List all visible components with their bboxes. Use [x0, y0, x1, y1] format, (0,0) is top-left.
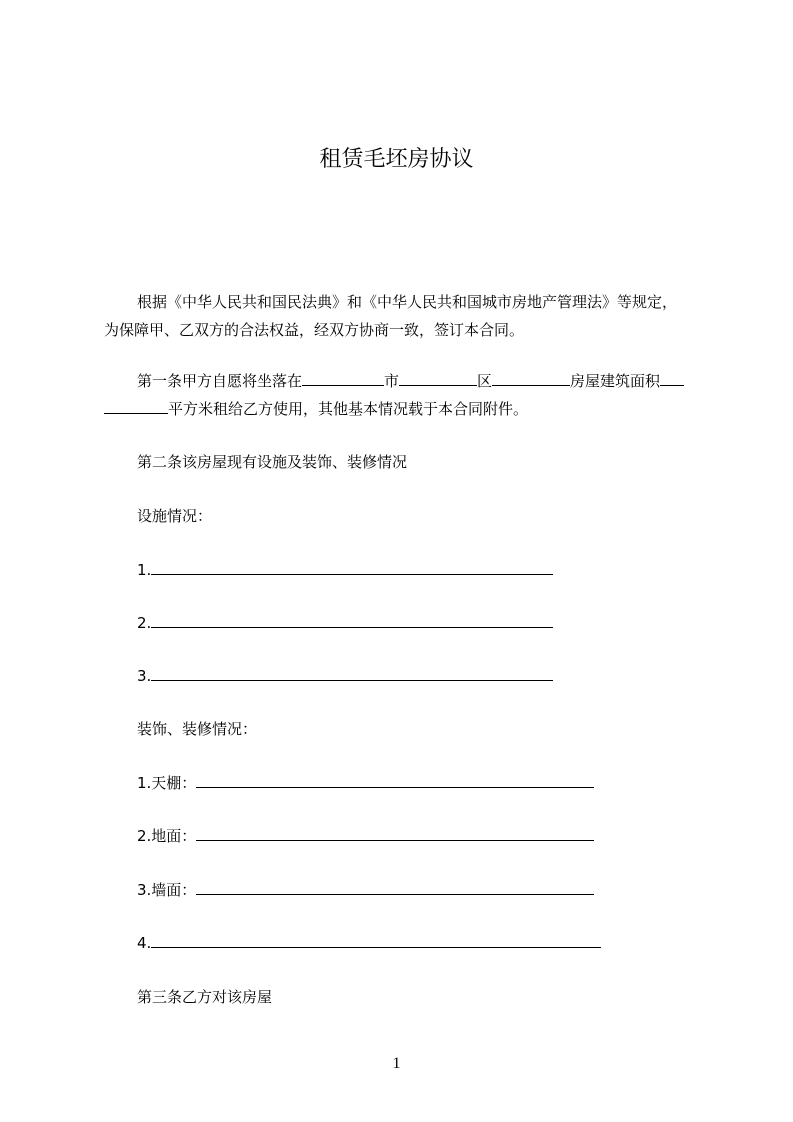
blank-area-start	[660, 371, 684, 386]
facility-blank	[151, 666, 553, 681]
facility-number: 1.	[137, 561, 152, 579]
article-1-text-city: 市	[384, 372, 400, 390]
facility-number: 2.	[137, 614, 152, 632]
preamble-line-2: 为保障甲、乙双方的合法权益，经双方协商一致，签订本合同。	[104, 321, 525, 339]
page-number: 1	[392, 1055, 401, 1072]
facility-line-3	[137, 666, 553, 686]
blank-area	[104, 399, 168, 414]
decoration-blank	[151, 933, 601, 948]
decoration-line-4	[137, 933, 601, 953]
facility-line-1	[137, 560, 553, 580]
blank-city	[399, 371, 477, 386]
article-2-heading: 第二条该房屋现有设施及装饰、装修情况	[137, 453, 408, 471]
article-1-text-location: 第一条甲方自愿将坐落在	[137, 372, 303, 390]
article-3-heading: 第三条乙方对该房屋	[137, 988, 273, 1006]
article-1-text-rent: 平方米租给乙方使用，其他基本情况载于本合同附件。	[168, 400, 529, 418]
decoration-blank	[196, 773, 594, 788]
article-1-text-district: 区	[477, 372, 493, 390]
decoration-label: 装饰、装修情况：	[137, 720, 258, 738]
facilities-label: 设施情况：	[137, 507, 213, 525]
facility-number: 3.	[137, 667, 152, 685]
decoration-line-floor	[137, 826, 594, 846]
preamble-line-1: 根据《中华人民共和国民法典》和《中华人民共和国城市房地产管理法》等规定，	[137, 293, 678, 311]
facility-blank	[151, 613, 553, 628]
decoration-line-wall	[137, 880, 594, 900]
document-title: 租赁毛坯房协议	[319, 147, 474, 172]
article-1-line-2	[104, 399, 528, 419]
decoration-blank	[196, 880, 594, 895]
facility-blank	[151, 560, 553, 575]
decoration-item-label: 2.地面：	[137, 827, 197, 845]
blank-district	[492, 371, 570, 386]
facility-line-2	[137, 613, 553, 633]
decoration-item-label: 1.天棚：	[137, 774, 197, 792]
decoration-item-label: 4.	[137, 934, 152, 952]
decoration-line-ceiling	[137, 773, 594, 793]
article-1-text-area: 房屋建筑面积	[570, 372, 661, 390]
article-1-line-1	[137, 371, 684, 391]
blank-location	[302, 371, 384, 386]
decoration-item-label: 3.墙面：	[137, 881, 197, 899]
decoration-blank	[196, 826, 594, 841]
